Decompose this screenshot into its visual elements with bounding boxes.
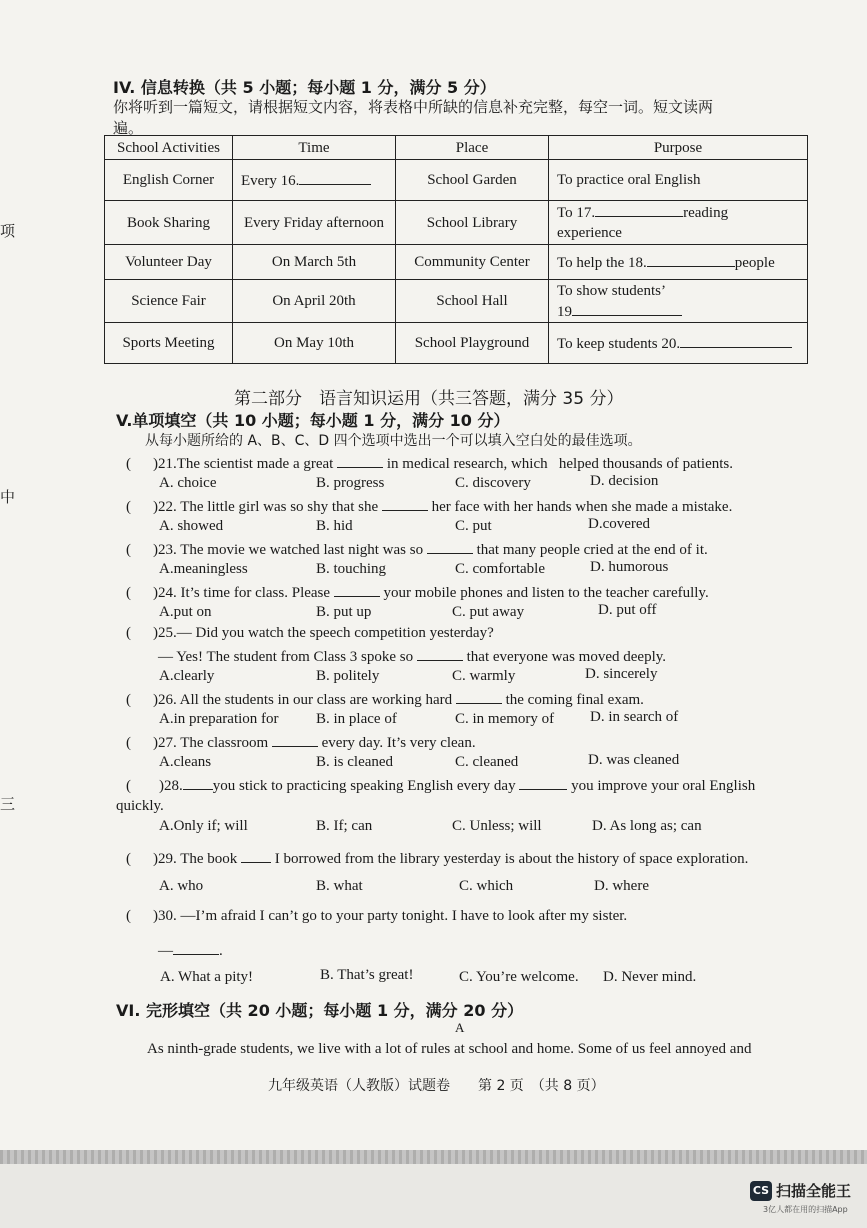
purpose-cell — [549, 201, 808, 245]
answer-paren[interactable]: ( — [126, 456, 131, 472]
question-25-reply — [158, 646, 666, 666]
purpose-text: To keep students 20. — [557, 335, 681, 352]
question-text: I borrowed from the library yesterday is about the history of space exploration. — [274, 851, 749, 867]
purpose-text: reading — [683, 205, 729, 221]
option-a[interactable]: A.put on — [159, 604, 212, 620]
option-b[interactable]: B. is cleaned — [316, 754, 394, 770]
option-b[interactable]: B. put up — [316, 604, 372, 620]
question-text: )24. It’s time for class. Please — [153, 585, 331, 601]
option-d[interactable]: D. decision — [590, 473, 659, 489]
answer-blank[interactable] — [173, 940, 219, 955]
table-row — [105, 323, 808, 364]
answer-paren[interactable]: ( — [126, 778, 131, 794]
section-iv-title: IV. 信息转换（共 5 小题；每小题 1 分，满分 5 分） — [113, 78, 496, 97]
question-text: )21.The scientist made a great — [153, 456, 334, 472]
watermark-subtitle: 3亿人都在用的扫描App — [763, 1205, 848, 1214]
question-text: )26. All the students in our class are working hard — [153, 692, 453, 708]
option-d[interactable]: D.covered — [588, 516, 651, 532]
answer-blank-17[interactable] — [595, 202, 683, 217]
option-a[interactable]: A. choice — [159, 475, 217, 491]
time-cell: Every Friday afternoon — [233, 201, 396, 245]
question-text: you stick to practicing speaking English every day — [212, 778, 516, 794]
option-c[interactable]: C. cleaned — [455, 754, 519, 770]
purpose-cell — [549, 323, 808, 364]
option-a[interactable]: A.in preparation for — [159, 711, 279, 727]
passage-first-line: As ninth-grade students, we live with a lot of rules at school and home. Some of us feel annoyed and — [147, 1041, 752, 1057]
option-a[interactable]: A.Only if; will — [159, 818, 248, 834]
answer-paren[interactable]: ( — [126, 499, 131, 515]
option-a[interactable]: A. What a pity! — [160, 969, 254, 985]
activity-cell: Book Sharing — [105, 201, 233, 245]
question-text: )30. —I’m afraid I can’t go to your party tonight. I have to look after my sister. — [153, 908, 628, 924]
place-cell: School Hall — [396, 280, 549, 323]
question-text: you improve your oral English — [571, 778, 756, 794]
option-c[interactable]: C. put — [455, 518, 492, 534]
answer-blank[interactable] — [427, 539, 473, 554]
option-b[interactable]: B. in place of — [316, 711, 397, 727]
question-text: )27. The classroom — [153, 735, 269, 751]
answer-blank[interactable] — [183, 775, 213, 790]
purpose-text: To 17. — [557, 205, 596, 221]
table-row — [105, 280, 808, 323]
margin-fragment: 三 — [0, 795, 16, 813]
option-d[interactable]: D. sincerely — [585, 666, 658, 682]
question-text: — Yes! The student from Class 3 spoke so — [158, 649, 414, 665]
question-25 — [126, 625, 494, 642]
question-28-cont: quickly. — [116, 798, 164, 814]
option-b[interactable]: B. hid — [316, 518, 353, 534]
answer-blank[interactable] — [382, 496, 428, 511]
option-d[interactable]: D. Never mind. — [603, 969, 697, 985]
answer-blank-19[interactable] — [572, 301, 682, 316]
passage-label: A — [455, 1020, 465, 1035]
purpose-cell — [549, 280, 808, 323]
option-a[interactable]: A. who — [159, 878, 204, 894]
place-cell: School Library — [396, 201, 549, 245]
question-text: your mobile phones and listen to the teacher carefully. — [383, 585, 709, 601]
question-27 — [126, 732, 476, 752]
answer-blank[interactable] — [337, 453, 383, 468]
question-30 — [126, 908, 627, 925]
table-row — [105, 160, 808, 201]
margin-fragment: 中 — [0, 488, 16, 506]
answer-paren[interactable]: ( — [126, 542, 131, 558]
answer-blank[interactable] — [272, 732, 318, 747]
place-cell: School Garden — [396, 160, 549, 201]
column-header: Purpose — [549, 136, 808, 160]
question-26 — [126, 689, 644, 709]
question-text: )23. The movie we watched last night was so — [153, 542, 424, 558]
option-c[interactable]: C. You’re welcome. — [459, 969, 579, 985]
answer-paren[interactable]: ( — [126, 625, 131, 641]
option-c[interactable]: C. discovery — [455, 475, 531, 491]
option-c[interactable]: C. warmly — [452, 668, 516, 684]
question-text: helped thousands of patients. — [558, 456, 734, 472]
purpose-text: To help the 18. — [557, 254, 647, 271]
answer-blank[interactable] — [334, 582, 380, 597]
activity-cell: Sports Meeting — [105, 323, 233, 364]
question-text: )25.— Did you watch the speech competition yesterday? — [153, 625, 494, 641]
part-two-title: 第二部分 语言知识运用（共三答题，满分 35 分） — [234, 389, 624, 409]
answer-blank-18[interactable] — [647, 252, 735, 267]
question-text: )29. The book — [153, 851, 238, 867]
margin-fragment: 项 — [0, 222, 16, 240]
option-c[interactable]: C. in memory of — [455, 711, 555, 727]
answer-paren[interactable]: ( — [126, 585, 131, 601]
option-d[interactable]: D. where — [594, 878, 649, 894]
answer-blank[interactable] — [519, 775, 567, 790]
question-text: in medical research, which — [386, 456, 548, 472]
activity-cell: Science Fair — [105, 280, 233, 323]
section-vi-title: VI. 完形填空（共 20 小题；每小题 1 分，满分 20 分） — [116, 1001, 524, 1020]
page-footer: 九年级英语（人教版）试题卷 第 2 页 （共 8 页） — [268, 1078, 605, 1094]
purpose-text: experience — [557, 225, 622, 241]
question-text: every day. It’s very clean. — [321, 735, 476, 751]
answer-blank-20[interactable] — [680, 333, 792, 348]
dash: — — [158, 943, 173, 959]
option-d[interactable]: D. humorous — [590, 559, 669, 575]
option-b[interactable]: B. That’s great! — [320, 967, 414, 983]
question-text: that everyone was moved deeply. — [466, 649, 667, 665]
option-b[interactable]: B. what — [316, 878, 363, 894]
answer-paren[interactable]: ( — [126, 851, 131, 867]
answer-blank[interactable] — [241, 848, 271, 863]
answer-paren[interactable]: ( — [126, 692, 131, 708]
section-v-instruction: 从每小题所给的 A、B、C、D 四个选项中选出一个可以填入空白处的最佳选项。 — [145, 433, 642, 449]
question-24 — [126, 582, 709, 602]
option-d[interactable]: D. was cleaned — [588, 752, 680, 768]
answer-blank-16[interactable] — [299, 170, 371, 185]
option-d[interactable]: D. put off — [598, 602, 657, 618]
purpose-text: 19 — [557, 303, 572, 320]
question-30-reply — [158, 940, 223, 960]
question-text: her face with her hands when she made a mistake. — [431, 499, 733, 515]
table-row — [105, 245, 808, 280]
question-21 — [126, 453, 733, 473]
question-text: )28. — [159, 778, 183, 794]
option-b[interactable]: B. progress — [316, 475, 385, 491]
answer-paren[interactable]: ( — [126, 908, 131, 924]
option-c[interactable]: C. comfortable — [455, 561, 545, 577]
option-a[interactable]: A. showed — [159, 518, 224, 534]
table-header-row — [105, 136, 808, 160]
purpose-cell: To practice oral English — [549, 160, 808, 201]
option-a[interactable]: A.meaningless — [159, 561, 248, 577]
purpose-text: people — [734, 254, 775, 271]
option-b[interactable]: B. touching — [316, 561, 386, 577]
camscanner-logo-icon: CS — [750, 1181, 772, 1201]
place-cell: School Playground — [396, 323, 549, 364]
purpose-cell — [549, 245, 808, 280]
activity-cell: English Corner — [105, 160, 233, 201]
question-28 — [126, 775, 755, 795]
period: . — [219, 943, 223, 959]
option-c[interactable]: C. Unless; will — [452, 818, 542, 834]
answer-blank[interactable] — [456, 689, 502, 704]
info-table — [104, 135, 808, 364]
column-header: Time — [233, 136, 396, 160]
section-v-title: V.单项填空（共 10 小题；每小题 1 分，满分 10 分） — [116, 411, 510, 430]
option-c[interactable]: C. which — [459, 878, 514, 894]
scan-edge — [0, 1150, 867, 1164]
option-d[interactable]: D. As long as; can — [592, 818, 702, 834]
time-cell: On May 10th — [233, 323, 396, 364]
question-29 — [126, 848, 748, 868]
section-iv-instruction: 你将听到一篇短文，请根据短文内容，将表格中所缺的信息补充完整，每空一词。短文读两 — [113, 98, 714, 116]
activity-cell: Volunteer Day — [105, 245, 233, 280]
option-b[interactable]: B. politely — [316, 668, 380, 684]
option-c[interactable]: C. put away — [452, 604, 525, 620]
question-23 — [126, 539, 708, 559]
table-row — [105, 201, 808, 245]
watermark-name: 扫描全能王 — [776, 1182, 852, 1200]
place-cell: Community Center — [396, 245, 549, 280]
answer-blank[interactable] — [417, 646, 463, 661]
option-a[interactable]: A.clearly — [159, 668, 215, 684]
purpose-text: To show students’ — [557, 282, 666, 299]
question-22 — [126, 496, 732, 516]
section-iv-instruction-cont: 遍。 — [113, 119, 144, 137]
option-d[interactable]: D. in search of — [590, 709, 679, 725]
time-cell — [233, 160, 396, 201]
time-text: Every 16. — [241, 172, 300, 189]
question-text: the coming final exam. — [505, 692, 644, 708]
time-cell: On April 20th — [233, 280, 396, 323]
column-header: School Activities — [105, 136, 233, 160]
question-text: that many people cried at the end of it. — [476, 542, 708, 558]
option-b[interactable]: B. If; can — [316, 818, 373, 834]
answer-paren[interactable]: ( — [126, 735, 131, 751]
question-text: )22. The little girl was so shy that she — [153, 499, 379, 515]
option-a[interactable]: A.cleans — [159, 754, 212, 770]
scan-background — [0, 1164, 867, 1228]
time-cell: On March 5th — [233, 245, 396, 280]
column-header: Place — [396, 136, 549, 160]
